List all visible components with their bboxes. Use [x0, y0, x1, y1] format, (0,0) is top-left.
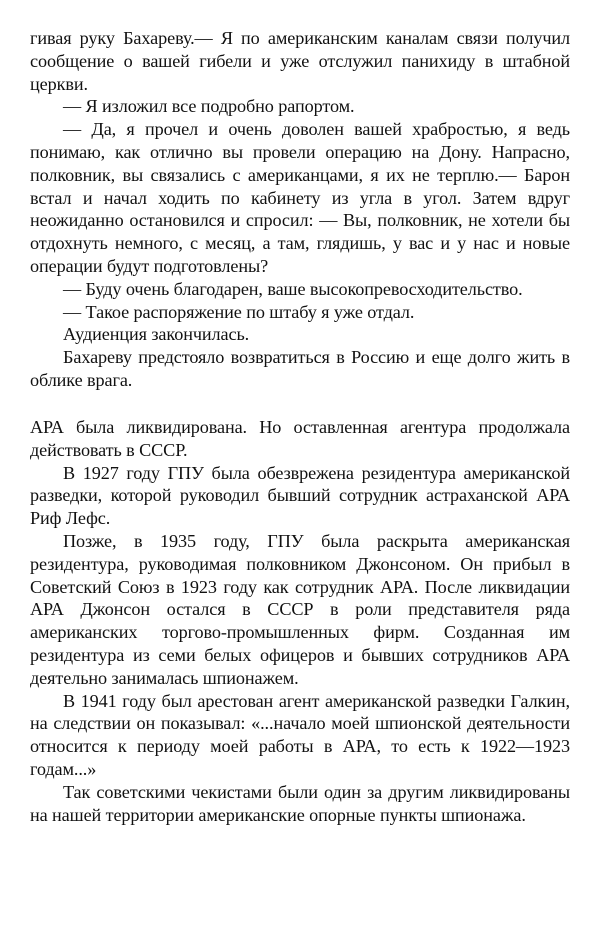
- dialogue-order: — Такое распоряжение по штабу я уже отдал.: [63, 301, 415, 322]
- dialogue-report: — Я изложил все подробно рапортом.: [63, 96, 355, 117]
- dialogue-gratitude: — Буду очень благодарен, ваше высокопревосходительство.: [63, 278, 523, 299]
- paragraph-continuation: гивая руку Бахареву.— Я по американским каналам связи получил сообщение о вашей гибели и уже отслужил панихиду в штабной церкви.: [30, 28, 570, 94]
- text-section-2: [30, 416, 570, 826]
- dialogue-baron: — Да, я прочел и очень доволен вашей храбростью, я ведь понимаю, как отлично вы провели операцию на Дону. Напрасно, полковник, вы связались с американцами, я их не терплю.— Барон встал и начал ходить по кабинету из угла в угол. Затем вдруг неожиданно остановился и спросил: — Вы, полковник, не хотели бы отдохнуть немного, с месяц, а там, глядишь, у вас и у нас и новые операции будут подготовлены?: [30, 119, 570, 276]
- paragraph-conclusion: Так советскими чекистами были один за другим ликвидированы на нашей территории американские опорные пункты шпионажа.: [30, 781, 570, 825]
- paragraph-1935: Позже, в 1935 году, ГПУ была раскрыта американская резидентура, руководимая полковником Джонсоном. Он прибыл в Советский Союз в 1923 году как сотрудник АРА. После ликвидации АРА Джонсон остался в СССР в роли представителя ряда американских торгово-промышленных фирм. Созданная им резидентура из семи белых офицеров и бывших сотрудников АРА деятельно занималась шпионажем.: [30, 530, 570, 688]
- paragraph-return-russia: Бахареву предстояло возвратиться в Россию и еще долго жить в облике врага.: [30, 347, 570, 390]
- paragraph-ara-liquidated: АРА была ликвидирована. Но оставленная агентура продолжала действовать в СССР.: [30, 417, 570, 460]
- paragraph-1941: В 1941 году был арестован агент американской разведки Галкин, на следствии он показывал: «...начало моей шпионской деятельности относится к периоду моей работы в АРА, то есть к 1922—1923 годам...»: [30, 690, 570, 779]
- paragraph-1927: В 1927 году ГПУ была обезврежена резидентура американской разведки, которой руководил бывший сотрудник астраханской АРА Риф Лефс.: [30, 462, 570, 529]
- paragraph-audience-ended: Аудиенция закончилась.: [63, 324, 250, 345]
- text-section-1: [30, 27, 570, 392]
